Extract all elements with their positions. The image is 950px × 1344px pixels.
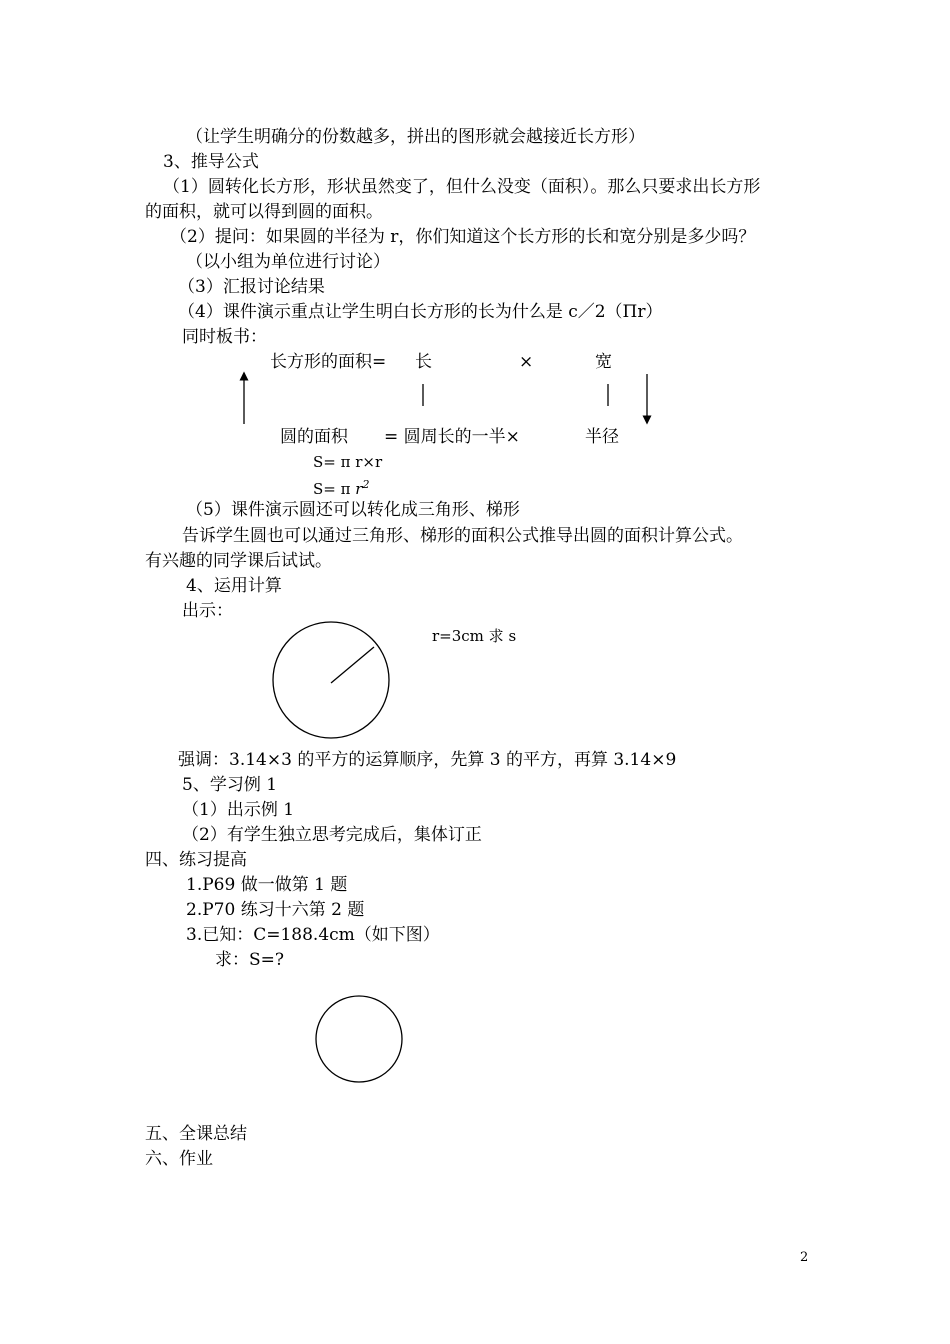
section-heading: 5、学习例 1 bbox=[182, 775, 278, 795]
section-heading: 五、全课总结 bbox=[145, 1124, 247, 1144]
text-line: （2）提问：如果圆的半径为 r，你们知道这个长方形的长和宽分别是多少吗？ bbox=[170, 227, 756, 247]
section-heading: 3、推导公式 bbox=[163, 152, 259, 172]
text-line: 强调：3.14×3 的平方的运算顺序，先算 3 的平方，再算 3.14×9 bbox=[178, 750, 677, 770]
circle-with-radius bbox=[273, 622, 389, 738]
text-line: （让学生明确分的份数越多，拼出的图形就会越接近长方形） bbox=[186, 127, 645, 147]
diagram-width: 宽 bbox=[595, 352, 612, 372]
diagram-length: 长 bbox=[415, 352, 432, 372]
formula-2-prefix: S= π bbox=[313, 480, 351, 498]
radius-line bbox=[331, 647, 374, 683]
text-line: 1.P69 做一做第 1 题 bbox=[186, 875, 348, 895]
text-line: （4）课件演示重点让学生明白长方形的长为什么是 c／2（Πr） bbox=[178, 302, 663, 322]
circle-exercise bbox=[316, 996, 402, 1082]
text-line: （3）汇报讨论结果 bbox=[178, 277, 325, 297]
section-heading: 四、练习提高 bbox=[145, 850, 247, 870]
text-line: 出示： bbox=[182, 601, 233, 621]
text-line: 求：S=? bbox=[215, 950, 285, 970]
page-number: 2 bbox=[800, 1250, 809, 1265]
text-line: （以小组为单位进行讨论） bbox=[186, 252, 390, 272]
diagram-circle-area: 圆的面积 bbox=[280, 427, 348, 447]
diagram-times: × bbox=[519, 352, 534, 372]
formula-1: S= π r×r bbox=[313, 453, 383, 471]
text-line: （1）圆转化长方形，形状虽然变了，但什么没变（面积）。那么只要求出长方形 bbox=[163, 177, 761, 197]
section-heading: 4、运用计算 bbox=[186, 576, 282, 596]
formula-2-base: r bbox=[355, 480, 363, 498]
text-line: 的面积，就可以得到圆的面积。 bbox=[145, 202, 383, 222]
diagram-equals: = 圆周长的一半× bbox=[384, 427, 520, 447]
diagram-rect-area: 长方形的面积= bbox=[270, 352, 387, 372]
text-line: 同时板书： bbox=[182, 327, 267, 347]
given-values: r=3cm 求 s bbox=[432, 627, 517, 645]
text-line: （5）课件演示圆还可以转化成三角形、梯形 bbox=[186, 500, 520, 520]
text-line: （2）有学生独立思考完成后，集体订正 bbox=[182, 825, 482, 845]
text-line: 有兴趣的同学课后试试。 bbox=[145, 551, 332, 571]
text-line: （1）出示例 1 bbox=[182, 800, 295, 820]
text-line: 2.P70 练习十六第 2 题 bbox=[186, 900, 365, 920]
section-heading: 六、作业 bbox=[145, 1149, 213, 1169]
formula-2-exp: 2 bbox=[362, 478, 370, 491]
text-line: 3.已知：C=188.4cm（如下图） bbox=[186, 925, 440, 945]
diagram-radius: 半径 bbox=[585, 427, 619, 447]
text-line: 告诉学生圆也可以通过三角形、梯形的面积公式推导出圆的面积计算公式。 bbox=[182, 526, 743, 546]
